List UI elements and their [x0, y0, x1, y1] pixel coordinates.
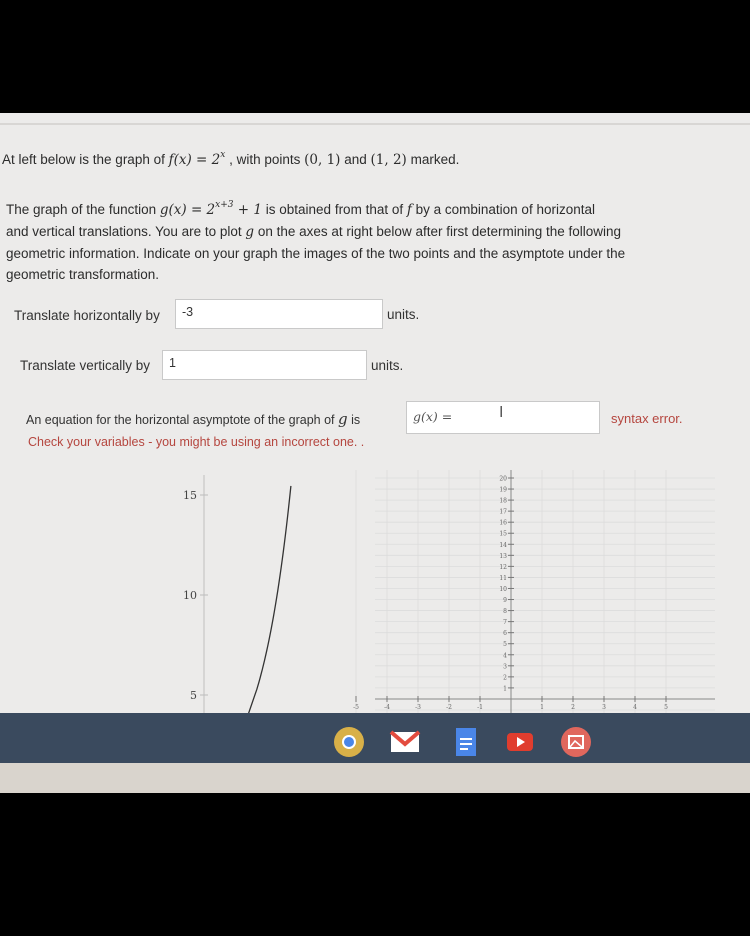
- text-cursor: I: [499, 404, 504, 421]
- intro-line: [2, 149, 459, 171]
- x-tick-label: 1: [540, 703, 544, 711]
- vertical-units: units.: [371, 358, 404, 373]
- problem-line-2: and vertical translations. You are to plot g on the axes at right below after first determining the following: [6, 224, 622, 240]
- horizontal-label: Translate horizontally by: [14, 308, 160, 323]
- y-tick-label: 10: [499, 585, 507, 593]
- asymptote-question: An equation for the horizontal asymptote of the graph of g is: [26, 410, 361, 428]
- variable-hint: Check your variables - you might be using an incorrect one. .: [28, 435, 365, 449]
- y-tick-label: 9: [503, 597, 507, 605]
- intro-and: and: [344, 152, 367, 167]
- problem-paragraph: [6, 199, 726, 285]
- y-tick-label: 14: [499, 541, 507, 549]
- syntax-error-label: syntax error.: [611, 411, 683, 426]
- intro-tail: marked.: [410, 152, 460, 167]
- y-tick-label: 11: [499, 574, 507, 582]
- top-divider: [0, 123, 750, 125]
- y-tick-label: 18: [499, 497, 507, 505]
- asymptote-input[interactable]: [406, 401, 600, 434]
- vertical-input[interactable]: 1: [162, 350, 367, 380]
- gmail-icon[interactable]: [389, 726, 421, 758]
- point-2: (1, 2): [370, 152, 407, 168]
- docs-icon[interactable]: [450, 726, 482, 758]
- y-tick-label: 16: [499, 519, 507, 527]
- vertical-label: Translate vertically by: [20, 358, 151, 373]
- problem-line-4: geometric transformation.: [6, 267, 160, 282]
- g-definition: $g(x) = 2^{x+3} + 1$: [159, 200, 262, 218]
- taskbar: [0, 713, 750, 763]
- horizontal-units: units.: [387, 307, 420, 322]
- y-tick-label: 7: [503, 619, 507, 627]
- horizontal-input[interactable]: -3: [175, 299, 383, 329]
- y-tick-label: 2: [503, 674, 507, 682]
- y-tick-label: 3: [503, 663, 507, 671]
- f-definition: $f(x) = 2^x$: [168, 150, 226, 168]
- gallery-icon[interactable]: [560, 726, 592, 758]
- x-tick-label: -5: [353, 703, 359, 711]
- y-tick-label: 4: [503, 652, 507, 660]
- intro-mid: , with points: [229, 152, 301, 167]
- y-tick-label: 8: [503, 608, 507, 616]
- x-tick-label: 3: [602, 703, 606, 711]
- graph-g[interactable]: [353, 470, 715, 715]
- chrome-icon[interactable]: [333, 726, 365, 758]
- asymptote-prefix: g(x) =: [413, 409, 453, 424]
- y-tick-label: 15: [499, 530, 507, 538]
- point-1: (0, 1): [304, 152, 341, 168]
- f-curve: [248, 486, 291, 715]
- screen-bezel: [0, 763, 750, 793]
- graph-f[interactable]: [170, 475, 360, 715]
- y-tick-label: 19: [499, 486, 507, 494]
- screen: [0, 113, 750, 713]
- x-tick-label: -3: [415, 703, 421, 711]
- y-tick-label: 12: [499, 563, 507, 571]
- intro-lead: At left below is the graph of: [2, 152, 165, 167]
- youtube-icon[interactable]: [504, 726, 536, 758]
- problem-line-1: The graph of the function $g(x) = 2^{x+3} + 1$ is obtained from that of f by a combination of horizontal: [6, 200, 595, 218]
- x-tick-label: -2: [446, 703, 452, 711]
- y-tick-label: 1: [503, 685, 507, 693]
- x-tick-label: -1: [477, 703, 483, 711]
- x-tick-label: 2: [571, 703, 575, 711]
- y-tick-label: 10: [183, 589, 197, 602]
- x-tick-label: 4: [633, 703, 637, 711]
- y-tick-label: 15: [183, 489, 197, 502]
- y-tick-label: 6: [503, 630, 507, 638]
- y-tick-label: 5: [503, 641, 507, 649]
- y-tick-label: 13: [499, 552, 507, 560]
- problem-line-3: geometric information. Indicate on your graph the images of the two points and the asymptote under the: [6, 246, 626, 261]
- y-tick-label: 5: [190, 689, 197, 702]
- x-tick-label: -4: [384, 703, 390, 711]
- y-tick-label: 20: [499, 475, 507, 483]
- y-tick-label: 17: [499, 508, 507, 516]
- x-tick-label: 5: [664, 703, 668, 711]
